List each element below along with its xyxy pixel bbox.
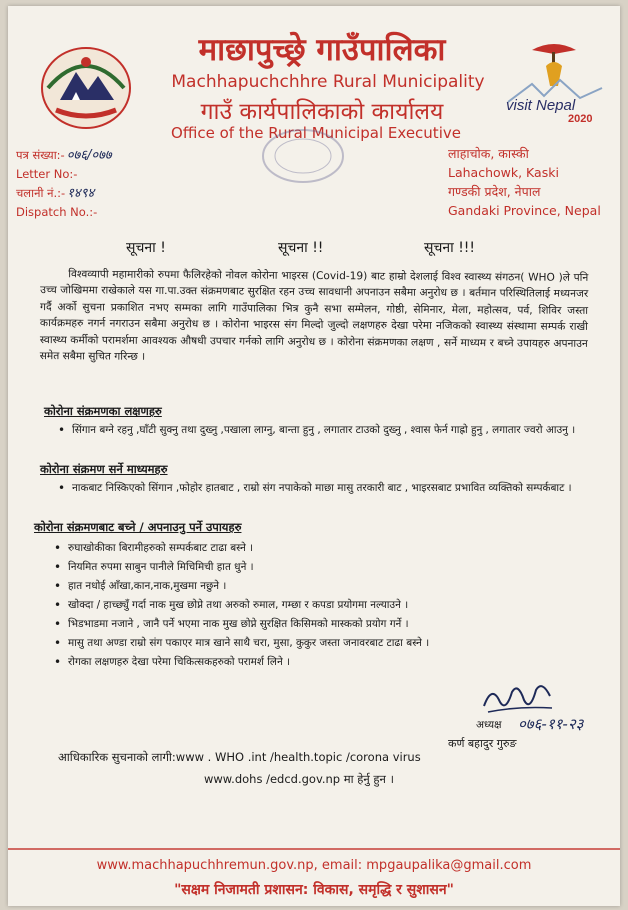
visit-nepal-text: visit Nepal bbox=[506, 97, 576, 114]
list-item: • खोक्दा / हाच्छ्युँ गर्दा नाक मुख छोप्ने तथा अरुको रुमाल, गम्छा र कपडा प्रयोगमा नल्याउने । bbox=[54, 597, 574, 613]
dispatch-en-label: Dispatch No.:- bbox=[16, 205, 98, 219]
signature-date: ०७६-११-२३ bbox=[518, 715, 584, 733]
symptoms-list bbox=[58, 422, 578, 438]
list-item: • रोगका लक्षणहरु देखा परेमा चिकित्सकहरुको परामर्श लिने । bbox=[54, 654, 574, 670]
notice-heading-2: सूचना !! bbox=[278, 240, 324, 256]
list-item: • मासु तथा अण्डा राम्रो संग पकाएर मात्र खाने साथै चरा, मुसा, कुकुर जस्ता जनावरबाट टाढा बस्ने । bbox=[54, 635, 574, 651]
transmission-title: कोरोना संक्रमण सर्ने माध्यमहरु bbox=[40, 462, 168, 476]
list-item: • भिडभाडमा नजाने , जानै पर्ने भएमा नाक मुख छोप्ने सुरक्षित किसिमको मास्कको प्रयोग गर्ने । bbox=[54, 616, 574, 632]
dispatch-value: १४९४ bbox=[67, 186, 95, 201]
footer-slogan: "सक्षम निजामती प्रशासन: विकास, समृद्धि र सुशासन" bbox=[174, 882, 454, 898]
prevention-title: कोरोना संक्रमणबाट बच्ने / अपनाउनु पर्ने उपायहरु bbox=[34, 520, 242, 534]
list-item: • नाकबाट निस्किएको सिंगान ,फोहोर हातबाट , राम्रो संग नपाकेको माछा मासु तरकारी बाट , भाइरसबाट प्रभावित व्यक्तिको सम्पर्कबाट । bbox=[58, 480, 578, 496]
notice-body-paragraph: विश्वव्यापी महामारीको रुपमा फैलिरहेको नोवल कोरोना भाइरस (Covid-19) बाट हाम्रो देशलाई विश्व स्वास्थ्य संगठन( WHO )ले पनि उच्च जोखिममा राखेकाले यस गा.पा.उक्त संक्रमणबाट सुरक्षित रहन उच्च सावधानी अपनाउन सबैमा अनुरोध छ । बर्तमान परिस्थितिलाई मध्यनजर गर्दै अर्को सुचना प्रकाशित नभए सम्मका लागि गाउँपालिका भित्र कुनै सभा सम्मेलन, गोष्ठी, सेमिनार, मेला, महोत्सव, पर्व, शिविर जस्ता कार्यक्रमहरु नगर्न नगराउन सबैमा अनुरोध छ । कोरोना भाइरस संग मिल्दो जुल्दो लक्षणहरु देखा परेमा नजिकको स्वास्थ्य संस्थामा सम्पर्क राखी स्वास्थ्य कर्मीको परामर्शमा आवश्यक औषधी उपचार गर्नको लागि अनुरोध छ । कोरोना संक्रमणका लक्षण , सर्ने माध्यम र बच्ने उपायहरु अपनाउन समेत सबैमा सुचित गरिन्छ । bbox=[39, 268, 589, 363]
municipality-title-ne: माछापुच्छ्रे गाउँपालिका bbox=[198, 32, 446, 68]
office-title-ne: गाउँ कार्यपालिकाको कार्यालय bbox=[200, 99, 444, 125]
info-line-1: आधिकारिक सुचनाको लागी:www . WHO .int /health.topic /corona virus bbox=[58, 750, 421, 764]
ref-value: ०७६/०७७ bbox=[66, 148, 112, 163]
prevention-list bbox=[54, 540, 574, 670]
address-block bbox=[448, 144, 601, 220]
dispatch-ne-label: चलानी नं.:- bbox=[16, 186, 66, 200]
province-en: Gandaki Province, Nepal bbox=[448, 203, 601, 218]
list-item: • हात नधोई आँखा,कान,नाक,मुखमा नछुने । bbox=[54, 578, 574, 594]
letter-no-label: Letter No:- bbox=[16, 167, 78, 181]
province-ne: गण्डकी प्रदेश, नेपाल bbox=[448, 184, 541, 199]
list-item: • नियमित रुपमा साबुन पानीले मिचिमिची हात धुने । bbox=[54, 559, 574, 575]
symptoms-title: कोरोना संक्रमणका लक्षणहरु bbox=[44, 404, 162, 418]
footer-contact: www.machhapuchhremun.gov.np, email: mpgaupalika@gmail.com bbox=[96, 858, 532, 873]
municipality-title-en: Machhapuchchhre Rural Municipality bbox=[171, 72, 485, 92]
signatory-title: अध्यक्ष bbox=[476, 719, 502, 731]
footer-divider bbox=[8, 848, 620, 850]
notice-heading-3: सूचना !!! bbox=[424, 240, 476, 256]
list-item: • रुघाखोकीका बिरामीहरुको सम्पर्कबाट टाढा बस्ने । bbox=[54, 540, 574, 556]
visit-nepal-year: 2020 bbox=[568, 113, 593, 125]
reference-block bbox=[16, 146, 112, 222]
office-title-en: Office of the Rural Municipal Executive bbox=[171, 124, 461, 142]
address-en: Lahachowk, Kaski bbox=[448, 165, 559, 180]
info-line-2: www.dohs /edcd.gov.np मा हेर्नु हुन । bbox=[204, 772, 394, 786]
office-seal-stamp bbox=[258, 126, 348, 186]
transmission-list bbox=[58, 480, 578, 496]
address-ne: लाहाचोक, कास्की bbox=[448, 146, 529, 161]
signatory-name: कर्ण बहादुर गुरुङ bbox=[448, 737, 517, 750]
signature-scribble bbox=[478, 678, 558, 718]
list-item: • सिंगान बग्ने रहनु ,घाँटी सुक्नु तथा दुख्नु ,पखाला लाग्नु, बान्ता हुनु , लगातार टाउको दुख्नु , श्वास फेर्न गाह्रो हुनु , लगातार ज्वरो आउनु । bbox=[58, 422, 578, 438]
notice-document bbox=[8, 6, 620, 906]
ref-label: पत्र संख्या:- bbox=[16, 148, 65, 162]
notice-heading-1: सूचना ! bbox=[126, 240, 166, 256]
